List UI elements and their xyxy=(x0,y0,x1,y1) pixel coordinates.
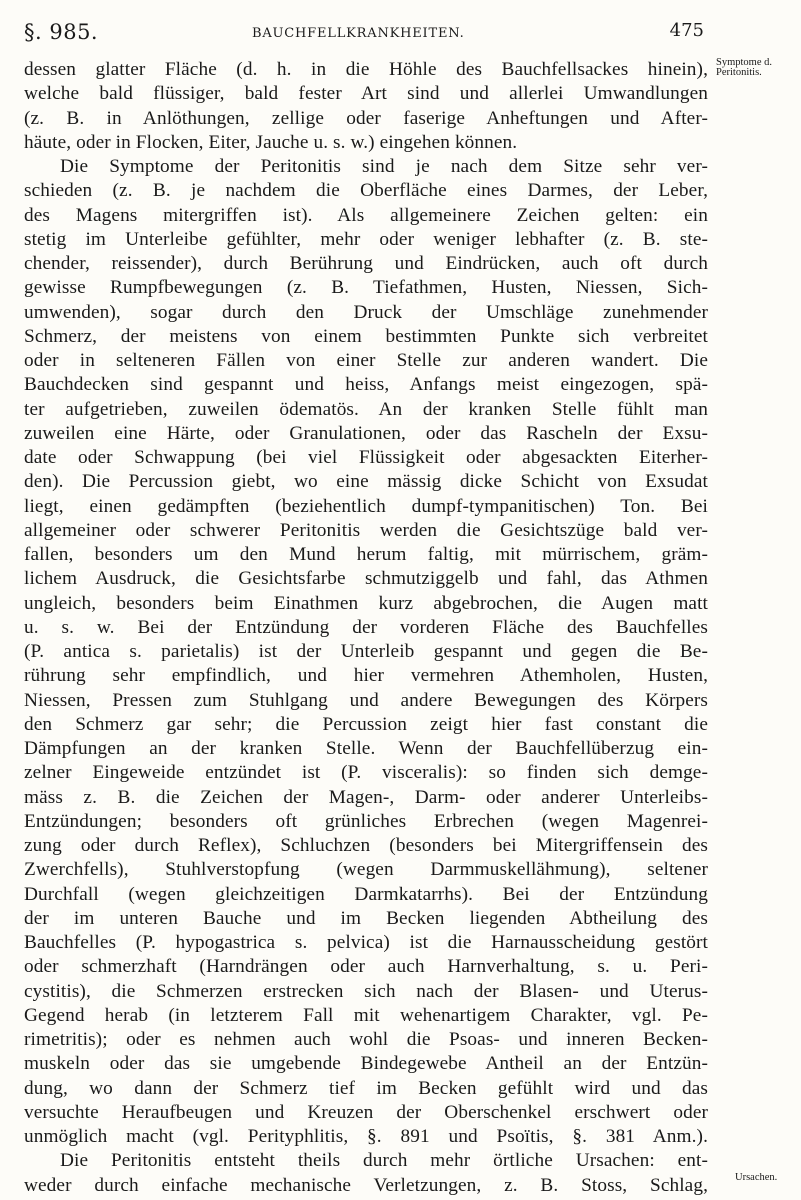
text-line: versuchte Heraufbeugen und Kreuzen der Oberschenkel erschwert oder xyxy=(24,1101,708,1123)
text-line: stetig im Unterleibe gefühlter, mehr oder weniger lebhafter (z. B. ste- xyxy=(24,228,708,250)
text-line: ter aufgetrieben, zuweilen ödematös. An der kranken Stelle fühlt man xyxy=(24,398,708,420)
text-line: allgemeiner oder schwerer Peritonitis werden die Gesichtszüge bald ver- xyxy=(24,519,708,541)
text-line: Die Symptome der Peritonitis sind je nach dem Sitze sehr ver- xyxy=(60,156,708,177)
text-line: dung, wo dann der Schmerz tief im Becken gefühlt wird und das xyxy=(24,1077,708,1099)
text-line: cystitis), die Schmerzen erstrecken sich nach der Blasen- und Uterus- xyxy=(24,980,708,1002)
text-line: dessen glatter Fläche (d. h. in die Höhle des Bauchfellsackes hinein), xyxy=(24,59,708,80)
text-line: Niessen, Pressen zum Stuhlgang und andere Bewegungen des Körpers xyxy=(24,689,708,711)
text-line: unmöglich macht (vgl. Perityphlitis, §. 891 und Psoïtis, §. 381 Anm.). xyxy=(24,1126,708,1147)
text-line: muskeln oder das sie umgebende Bindegewebe Antheil an der Entzün- xyxy=(24,1053,708,1075)
text-line: Entzündungen; besonders oft grünliches Erbrechen (wegen Magenrei- xyxy=(24,810,708,832)
text-line: ungleich, besonders beim Einathmen kurz abgebrochen, die Augen matt xyxy=(24,592,708,614)
text-line: oder schmerzhaft (Harndrängen oder auch Harnverhaltung, s. u. Peri- xyxy=(24,956,708,978)
text-line: oder in selteneren Fällen von einer Stelle zur anderen wandert. Die xyxy=(24,350,708,371)
body-text xyxy=(24,58,708,1198)
text-line: zelner Eingeweide entzündet ist (P. visceralis): so finden sich demge- xyxy=(24,762,708,784)
text-line: chender, reissender), durch Berührung und Eindrücken, auch oft durch xyxy=(24,253,708,274)
text-line: den Schmerz gar sehr; die Percussion zeigt hier fast constant die xyxy=(24,713,708,735)
text-line: den). Die Percussion giebt, wo eine mässig dicke Schicht von Exsudat xyxy=(24,471,708,493)
text-line: umwenden), sogar durch den Druck der Umschläge zunehmender xyxy=(24,301,708,323)
text-line: welche bald flüssiger, bald fester Art sind und allerlei Umwandlungen xyxy=(24,83,708,105)
text-line: u. s. w. Bei der Entzündung der vorderen Fläche des Bauchfelles xyxy=(24,616,708,638)
text-line: Schmerz, der meistens von einem bestimmten Punkte sich verbreitet xyxy=(24,325,708,347)
text-line: (P. antica s. parietalis) ist der Unterleib gespannt und gegen die Be- xyxy=(24,641,708,662)
text-line: (z. B. in Anlöthungen, zellige oder faserige Anheftungen und After- xyxy=(24,107,708,129)
text-line: häute, oder in Flocken, Eiter, Jauche u. s. w.) eingehen können. xyxy=(24,131,518,153)
text-line: fallen, besonders um den Mund herum faltig, mit mürrischem, gräm- xyxy=(24,544,708,565)
text-line: Durchfall (wegen gleichzeitigen Darmkatarrhs). Bei der Entzündung xyxy=(24,883,708,905)
text-line: zung oder durch Reflex), Schluchzen (besonders bei Mitergriffensein des xyxy=(24,835,708,856)
text-line: gewisse Rumpfbewegungen (z. B. Tiefathmen, Husten, Niessen, Sich- xyxy=(24,277,708,299)
page-number: 475 xyxy=(669,20,704,41)
text-line: Dämpfungen an der kranken Stelle. Wenn der Bauchfellüberzug ein- xyxy=(24,738,708,759)
text-line: liegt, einen gedämpften (beziehentlich dumpf-tympanitischen) Ton. Bei xyxy=(24,495,708,517)
text-line: mäss z. B. die Zeichen der Magen-, Darm- oder anderer Unterleibs- xyxy=(24,786,708,808)
text-line: Die Peritonitis entsteht theils durch mehr örtliche Ursachen: ent- xyxy=(60,1150,708,1172)
text-line: zuweilen eine Härte, oder Granulationen, oder das Rascheln der Exsu- xyxy=(24,422,708,444)
text-line: des Magens mitergriffen ist). Als allgemeinere Zeichen gelten: ein xyxy=(24,204,708,226)
running-title: BAUCHFELLKRANKHEITEN. xyxy=(252,26,465,41)
section-number: §. 985. xyxy=(24,20,99,44)
text-line: rührung sehr empfindlich, und hier vermehren Athemholen, Husten, xyxy=(24,665,708,687)
text-line: weder durch einfache mechanische Verletzungen, z. B. Stoss, Schlag, xyxy=(24,1174,708,1196)
margin-note-symptome: Symptome d. Peritonitis. xyxy=(716,57,773,78)
text-line: date oder Schwappung (bei viel Flüssigkeit oder abgesackten Eiterher- xyxy=(24,447,708,468)
text-line: Bauchdecken sind gespannt und heiss, Anfangs meist eingezogen, spä- xyxy=(24,374,708,396)
text-line: lichem Ausdruck, die Gesichtsfarbe schmutziggelb und fahl, das Athmen xyxy=(24,568,708,590)
margin-note-ursachen: Ursachen. xyxy=(735,1172,778,1183)
text-line: Zwerchfells), Stuhlverstopfung (wegen Darmmuskellähmung), seltener xyxy=(24,859,708,881)
text-line: Gegend herab (in letzterem Fall mit wehenartigem Charakter, vgl. Pe- xyxy=(24,1004,708,1026)
text-line: rimetritis); oder es nehmen auch wohl die Psoas- und inneren Becken- xyxy=(24,1029,708,1050)
text-line: der im unteren Bauche und im Becken liegenden Abtheilung des xyxy=(24,907,708,929)
text-line: Bauchfelles (P. hypogastrica s. pelvica) ist die Harnausscheidung gestört xyxy=(24,932,708,953)
page-header xyxy=(24,20,704,50)
text-line: schieden (z. B. je nachdem die Oberfläche eines Darmes, der Leber, xyxy=(24,180,708,202)
